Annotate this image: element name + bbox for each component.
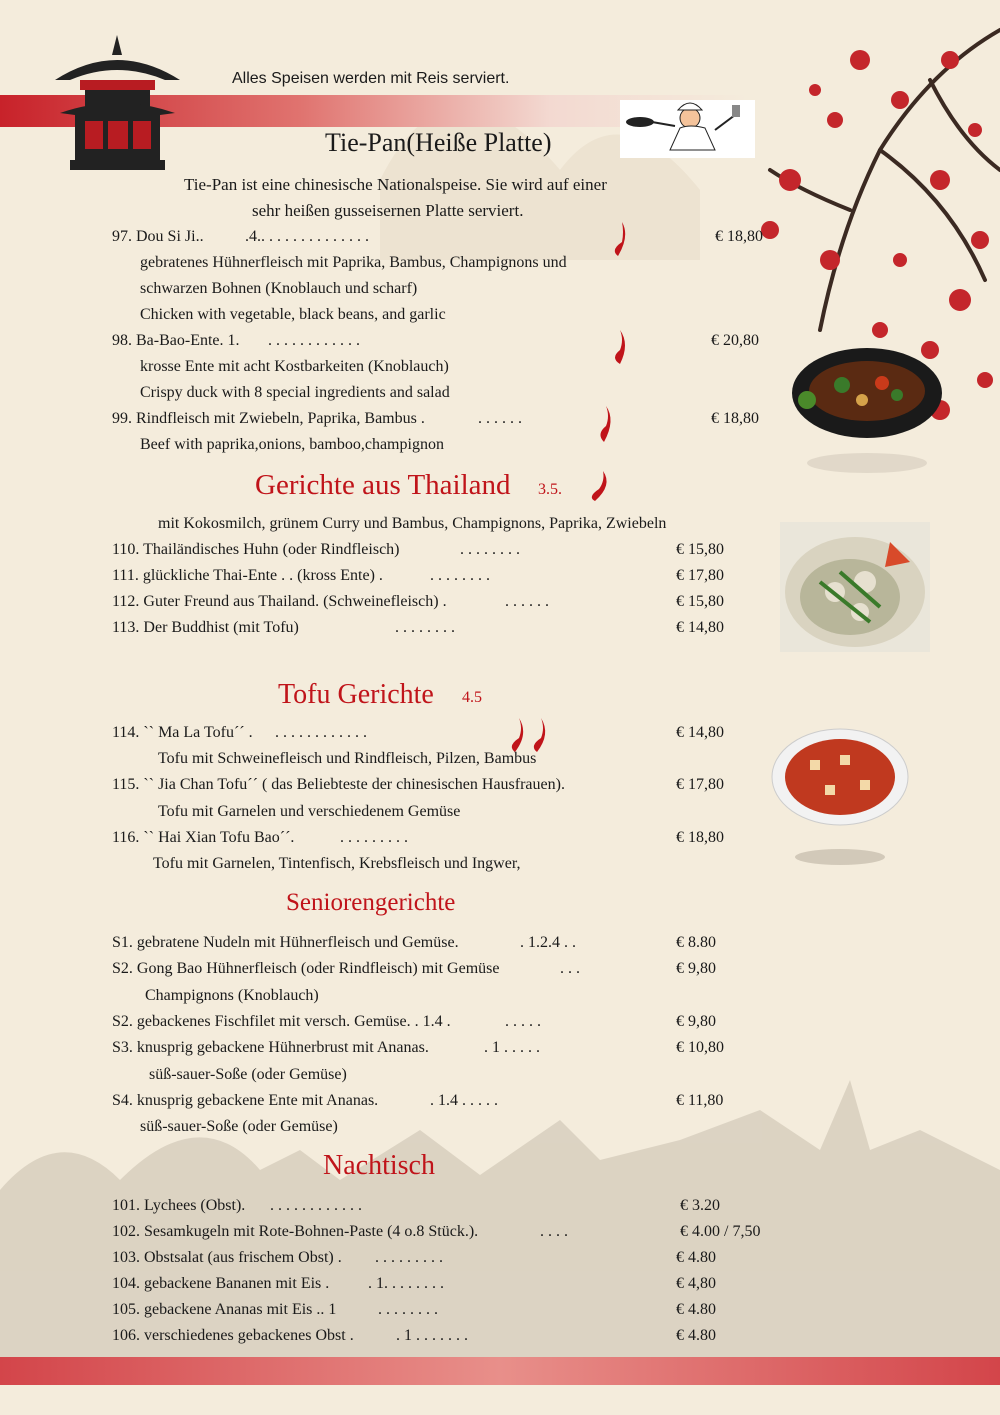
section-code-thai: 3.5. <box>538 481 562 498</box>
menu-item-name: S4. knusprig gebackene Ente mit Ananas. <box>112 1092 379 1109</box>
menu-item-dots: . 1.2.4 . . <box>520 934 576 951</box>
chili-icon <box>608 328 633 368</box>
section-title-dessert: Nachtisch <box>323 1150 435 1181</box>
menu-item-dots: . . . . . . <box>505 593 549 610</box>
menu-item-name: 112. Guter Freund aus Thailand. (Schweinefleisch) . <box>112 593 447 610</box>
menu-item-name: 111. glückliche Thai-Ente . . (kross Ente) . <box>112 567 383 584</box>
menu-item-desc: Tofu mit Garnelen und verschiedenem Gemüse <box>158 803 461 820</box>
menu-item-name: 116. `` Hai Xian Tofu Bao´´. <box>112 829 295 846</box>
menu-item-price: € 4.80 <box>676 1249 716 1266</box>
menu-item-dots: . 1 . . . . . <box>484 1039 540 1056</box>
menu-item-name: S3. knusprig gebackene Hühnerbrust mit Ananas. <box>112 1039 429 1056</box>
menu-item-desc: Beef with paprika,onions, bamboo,champignon <box>140 436 444 453</box>
menu-item-dots: . . . . . . . . <box>430 567 490 584</box>
menu-item-price: € 11,80 <box>676 1092 724 1109</box>
menu-item-price: € 9,80 <box>676 960 716 977</box>
chef-icon <box>620 100 755 158</box>
menu-item-name: 104. gebackene Bananen mit Eis . <box>112 1275 330 1292</box>
menu-item-price: € 4,80 <box>676 1275 716 1292</box>
menu-item-name: 105. gebackene Ananas mit Eis .. 1 <box>112 1301 337 1318</box>
menu-item-name: 113. Der Buddhist (mit Tofu) <box>112 619 299 636</box>
menu-item-desc: süß-sauer-Soße (oder Gemüse) <box>149 1066 347 1083</box>
menu-item-name: S1. gebratene Nudeln mit Hühnerfleisch und Gemüse. <box>112 934 459 951</box>
menu-item-price: € 15,80 <box>676 541 724 558</box>
menu-item-price: € 10,80 <box>676 1039 724 1056</box>
menu-item-price: € 18,80 <box>676 829 724 846</box>
menu-item-price: € 14,80 <box>676 619 724 636</box>
menu-item-dots: . 1 . . . . . . . <box>396 1327 468 1344</box>
menu-item-price: € 4.80 <box>676 1327 716 1344</box>
menu-item-name: 97. Dou Si Ji.. <box>112 228 204 245</box>
section-title-tofu: Tofu Gerichte <box>278 679 434 710</box>
dish-image-thai <box>780 522 930 652</box>
menu-item-dots: . . . . . . . . <box>395 619 455 636</box>
section-title-senior: Seniorengerichte <box>286 889 456 916</box>
menu-item-desc: Chicken with vegetable, black beans, and garlic <box>140 306 446 323</box>
menu-item-name: 103. Obstsalat (aus frischem Obst) . <box>112 1249 342 1266</box>
menu-item-dots: . 1.4 . . . . . <box>430 1092 498 1109</box>
menu-item-dots: . . . . <box>540 1223 568 1240</box>
menu-item-price: € 17,80 <box>676 776 724 793</box>
menu-item-desc: Crispy duck with 8 special ingredients and salad <box>140 384 450 401</box>
menu-item-desc: Tofu mit Schweinefleisch und Rindfleisch, Pilzen, Bambus <box>158 750 537 767</box>
menu-item-dots: . . . . . . . . . <box>375 1249 443 1266</box>
menu-item-dots: . . . . . <box>505 1013 541 1030</box>
menu-item-price: € 9,80 <box>676 1013 716 1030</box>
menu-item-desc: gebratenes Hühnerfleisch mit Paprika, Bambus, Champignons und <box>140 254 567 271</box>
thai-intro: mit Kokosmilch, grünem Curry und Bambus, Champignons, Paprika, Zwiebeln <box>158 515 667 532</box>
menu-item-name: 102. Sesamkugeln mit Rote-Bohnen-Paste (4 o.8 Stück.). <box>112 1223 479 1240</box>
menu-item-dots: . . . . . . <box>478 410 522 427</box>
menu-item-desc: Tofu mit Garnelen, Tintenfisch, Krebsfleisch und Ingwer, <box>153 855 521 872</box>
menu-item-name: 115. `` Jia Chan Tofu´´ ( das Beliebteste der chinesischen Hausfrauen). <box>112 776 565 793</box>
menu-item-name: 114. `` Ma La Tofu´´ . <box>112 724 253 741</box>
menu-item-dots: . . . . . . . . . . . . <box>275 724 367 741</box>
menu-item-dots: .4.. . . . . . . . . . . . . . <box>245 228 369 245</box>
menu-item-price: € 18,80 <box>715 228 763 245</box>
menu-item-name: 99. Rindfleisch mit Zwiebeln, Paprika, Bambus . <box>112 410 425 427</box>
dish-image-tiepan <box>787 345 947 480</box>
dish-image-tofu <box>770 725 910 870</box>
pagoda-icon <box>50 35 185 175</box>
tiepan-intro-1: Tie-Pan ist eine chinesische Nationalspeise. Sie wird auf einer <box>184 175 607 194</box>
menu-item-desc: krosse Ente mit acht Kostbarkeiten (Knoblauch) <box>140 358 449 375</box>
menu-item-desc: süß-sauer-Soße (oder Gemüse) <box>140 1118 338 1135</box>
menu-item-name: 106. verschiedenes gebackenes Obst . <box>112 1327 354 1344</box>
menu-item-dots: . . . . . . . . <box>378 1301 438 1318</box>
menu-item-price: € 18,80 <box>711 410 759 427</box>
menu-item-price: € 4.00 / 7,50 <box>680 1223 761 1240</box>
menu-item-price: € 14,80 <box>676 724 724 741</box>
menu-item-name: 110. Thailändisches Huhn (oder Rindfleisch) <box>112 541 400 558</box>
menu-item-name: 101. Lychees (Obst). <box>112 1197 246 1214</box>
menu-item-dots: . 1. . . . . . . . <box>368 1275 444 1292</box>
header-note: Alles Speisen werden mit Reis serviert. <box>232 70 510 87</box>
menu-item-name: 98. Ba-Bao-Ente. 1. <box>112 332 240 349</box>
menu-item-price: € 17,80 <box>676 567 724 584</box>
menu-item-dots: . . . . . . . . <box>460 541 520 558</box>
chili-icon <box>527 716 552 754</box>
menu-item-dots: . . . . . . . . . . . . <box>268 332 360 349</box>
menu-item-price: € 4.80 <box>676 1301 716 1318</box>
menu-item-name: S2. Gong Bao Hühnerfleisch (oder Rindfleisch) mit Gemüse <box>112 960 500 977</box>
tiepan-intro-2: sehr heißen gusseisernen Platte serviert. <box>252 201 524 220</box>
menu-item-price: € 20,80 <box>711 332 759 349</box>
menu-item-price: € 15,80 <box>676 593 724 610</box>
chili-icon <box>594 404 619 444</box>
footer-band <box>0 1357 1000 1385</box>
menu-item-price: € 8.80 <box>676 934 716 951</box>
menu-item-desc: Champignons (Knoblauch) <box>145 987 319 1004</box>
section-title-tiepan: Tie-Pan(Heiße Platte) <box>325 128 552 157</box>
menu-item-dots: . . . <box>560 960 580 977</box>
section-title-thai: Gerichte aus Thailand <box>255 469 511 501</box>
chili-icon <box>583 469 613 504</box>
menu-item-desc: schwarzen Bohnen (Knoblauch und scharf) <box>140 280 418 297</box>
menu-item-name: S2. gebackenes Fischfilet mit versch. Gemüse. . 1.4 . <box>112 1013 451 1030</box>
menu-item-dots: . . . . . . . . . . . . <box>270 1197 362 1214</box>
chili-icon <box>608 220 633 260</box>
section-code-tofu: 4.5 <box>462 689 482 706</box>
menu-item-price: € 3.20 <box>680 1197 720 1214</box>
menu-item-dots: . . . . . . . . . <box>340 829 408 846</box>
